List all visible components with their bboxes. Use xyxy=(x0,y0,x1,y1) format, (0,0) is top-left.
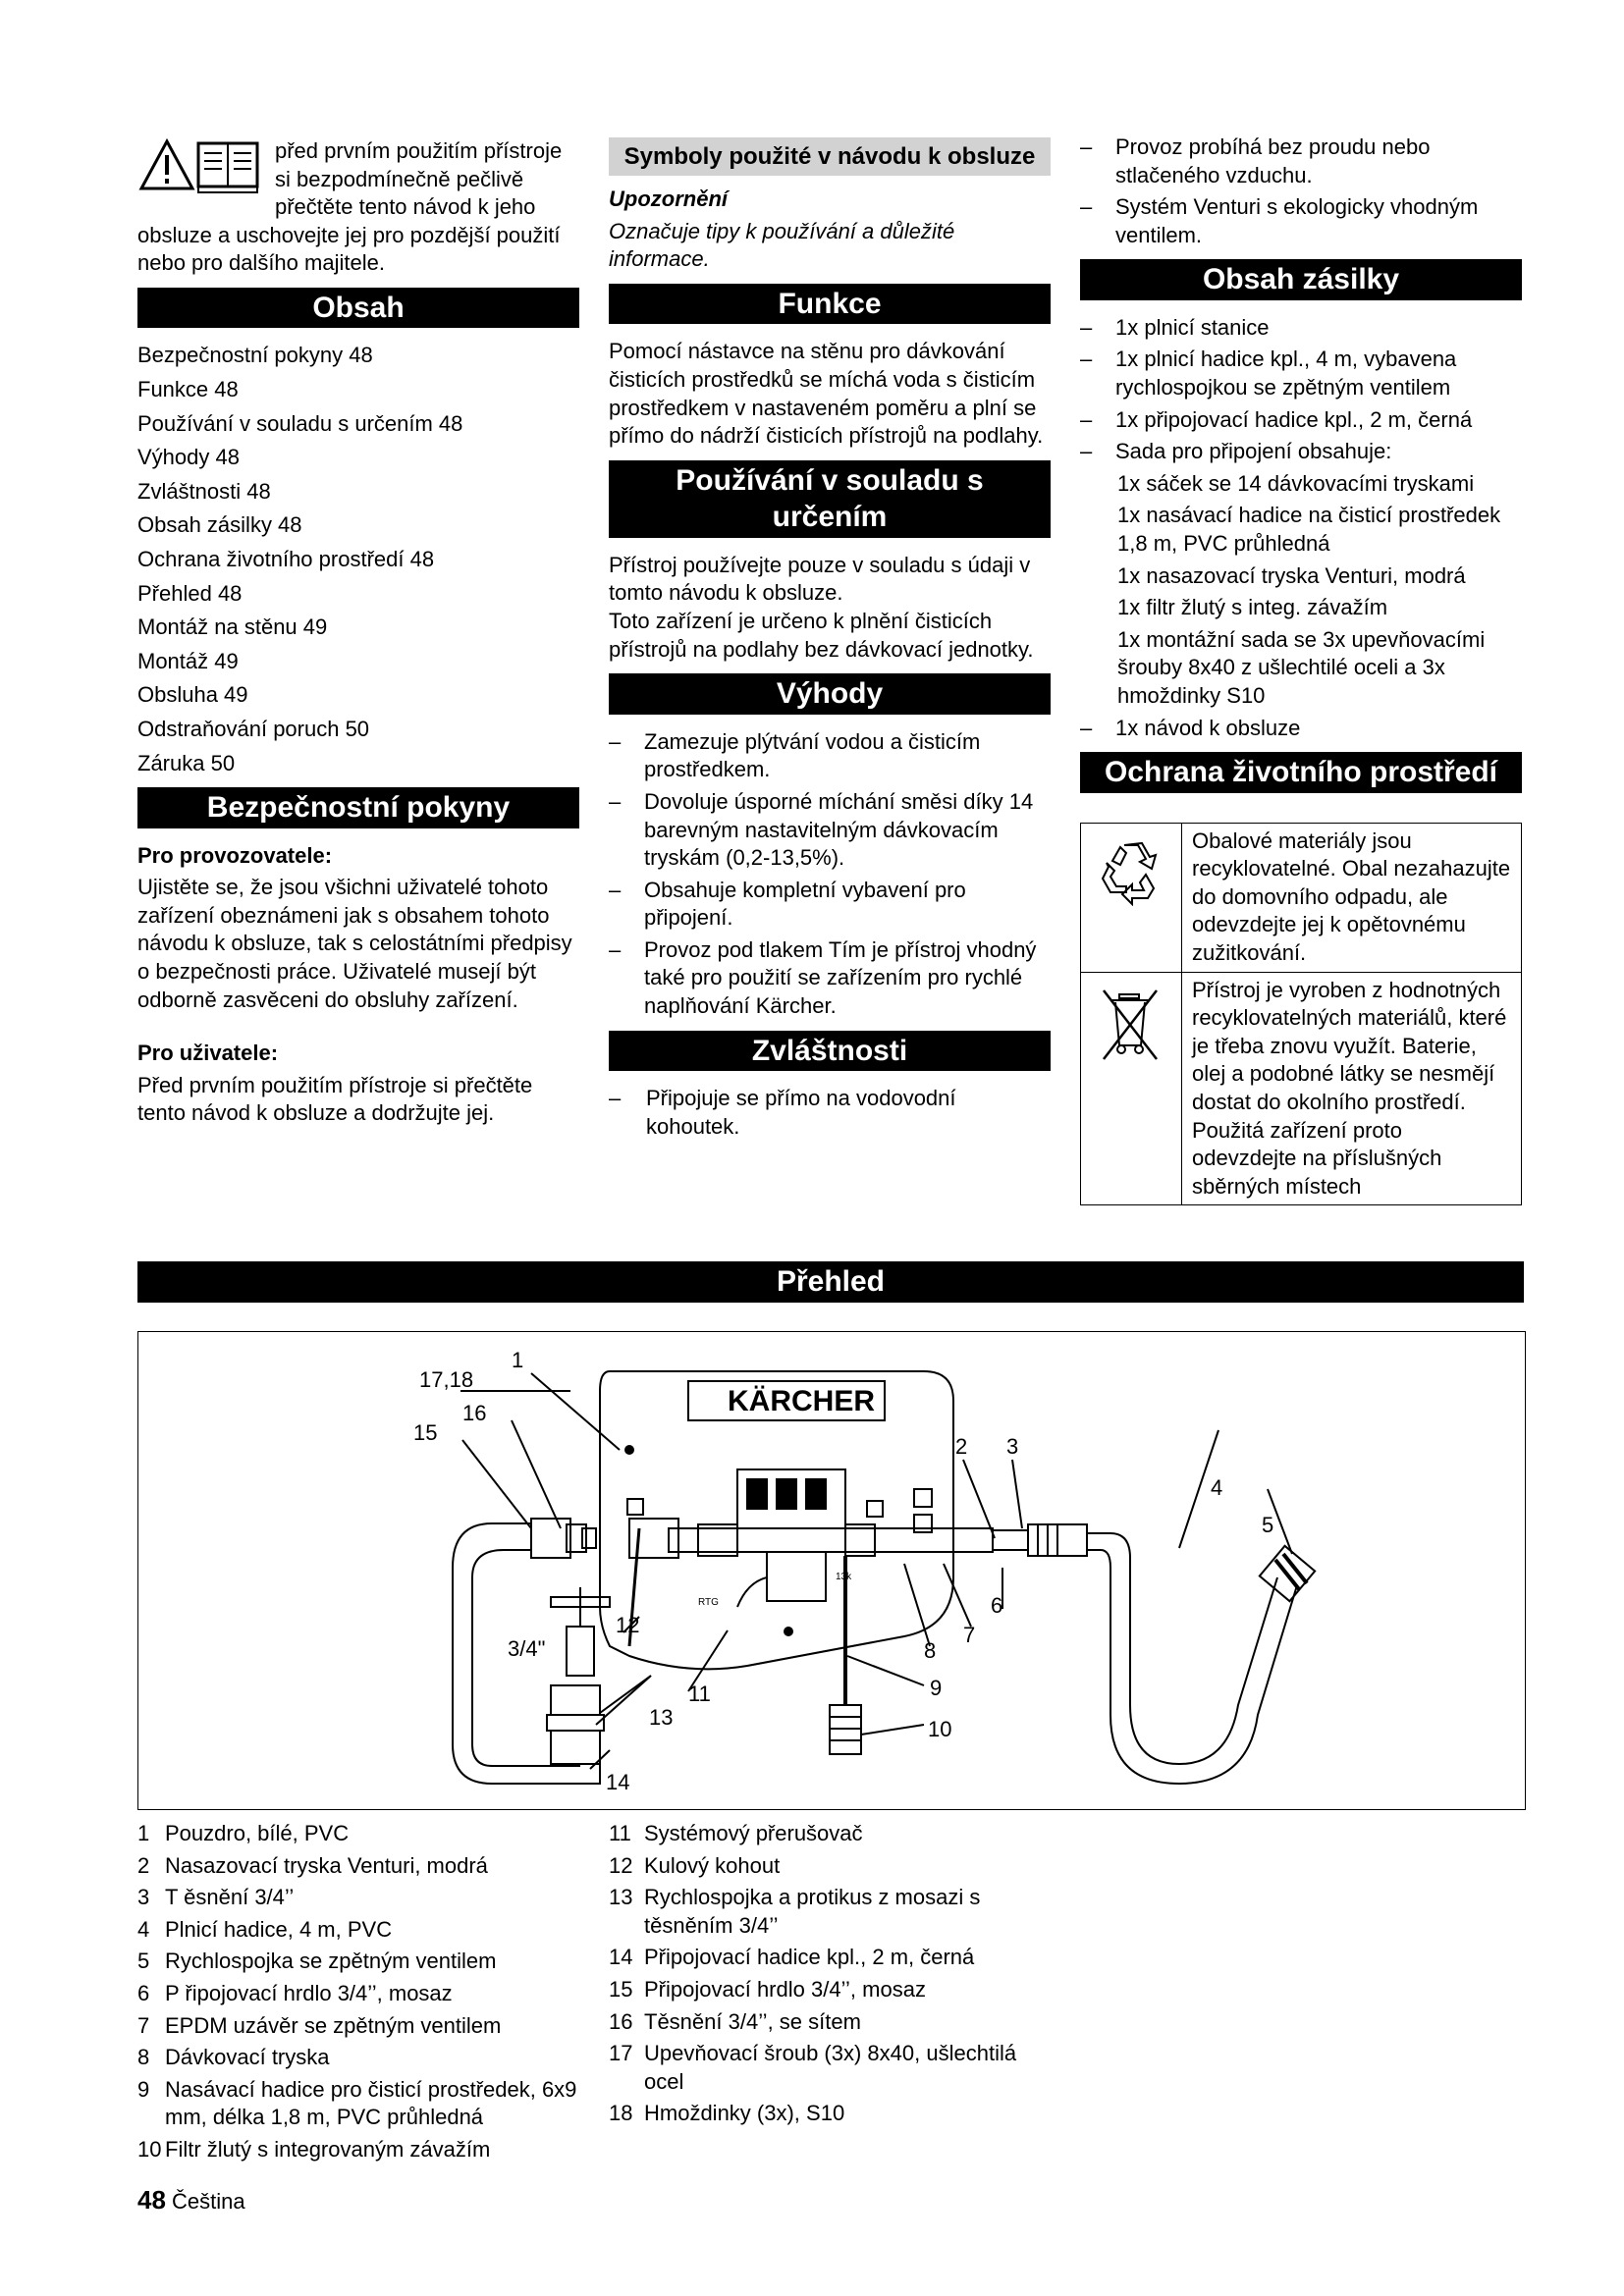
toc-item: Bezpečnostní pokyny 48 xyxy=(137,343,373,368)
advantages-list xyxy=(609,728,1051,1021)
legend-text: Těsnění 3/4’’, se sítem xyxy=(644,2008,861,2034)
legend-number: 10 xyxy=(137,2136,162,2162)
left-coupling xyxy=(531,1519,596,1558)
callout-12: 12 xyxy=(616,1613,640,1637)
toc-item: Používání v souladu s určením 48 xyxy=(137,410,463,436)
legend-text: Plnicí hadice, 4 m, PVC xyxy=(165,1916,393,1942)
warning-and-manual-icons xyxy=(137,137,267,196)
advantages-list-continued xyxy=(1080,133,1522,249)
advantage-item: – Provoz probíhá bez proudu nebo stlačeného vzduchu. xyxy=(1080,133,1522,189)
legend-item xyxy=(609,1852,1060,1881)
intro-warning xyxy=(137,137,579,278)
legend-text: Kulový kohout xyxy=(644,1852,781,1878)
callout-3: 3 xyxy=(1006,1434,1019,1459)
callout-9: 9 xyxy=(930,1676,943,1700)
legend-item xyxy=(609,1944,1060,1972)
intro-text-first: před prvním použitím přístroje si bezpodmínečně pečlivě xyxy=(275,138,563,191)
delivery-item: – 1x návod k obsluze xyxy=(1080,715,1522,743)
callout-5: 5 xyxy=(1262,1513,1274,1537)
dosing-label-a: 13k xyxy=(836,1572,852,1582)
legend-number: 2 xyxy=(137,1852,150,1878)
legend-number: 16 xyxy=(609,2008,633,2034)
legend-number: 5 xyxy=(137,1949,150,1974)
legend-text: Systémový přerušovač xyxy=(644,1821,863,1845)
legend-number: 1 xyxy=(137,1821,150,1845)
legend-item xyxy=(137,1852,589,1881)
legend-item xyxy=(137,2076,589,2132)
legend-item xyxy=(609,1884,1060,1940)
delivery-subitem: 1x nasazovací tryska Venturi, modrá xyxy=(1117,562,1466,588)
legend-text: Nasazovací tryska Venturi, modrá xyxy=(165,1852,488,1878)
legend-number: 15 xyxy=(609,1976,633,2002)
note-text: Označuje tipy k používání a důležité informace. xyxy=(609,218,955,272)
symbols-heading: Symboly použité v návodu k obsluze xyxy=(609,137,1051,176)
toc-item: Montáž na stěnu 49 xyxy=(137,614,328,640)
legend-number: 12 xyxy=(609,1852,633,1878)
callout-17-18: 17,18 xyxy=(419,1367,474,1392)
column-left xyxy=(137,137,579,1132)
toc-item: Odstraňování poruch 50 xyxy=(137,717,370,741)
legend-number: 7 xyxy=(137,2012,150,2038)
intended-use-text-2: Toto zařízení je určeno k plnění čisticích přístrojů na podlahy bez dávkovací jednotky. xyxy=(609,609,1034,662)
callout-8: 8 xyxy=(924,1638,937,1663)
page-footer xyxy=(137,2184,245,2217)
thread-label: 3/4" xyxy=(508,1636,546,1661)
legend-number: 13 xyxy=(609,1885,633,1910)
legend-number: 9 xyxy=(137,2076,150,2102)
legend-number: 18 xyxy=(609,2101,633,2126)
safety-heading: Bezpečnostní pokyny xyxy=(137,787,579,828)
toc-item: Ochrana životního prostředí 48 xyxy=(137,547,435,572)
column-right xyxy=(1080,133,1522,1205)
legend-text: Rychlospojka se zpětným ventilem xyxy=(165,1949,497,1974)
legend-item xyxy=(609,2040,1060,2096)
callout-15: 15 xyxy=(413,1420,438,1445)
dosing-label-b: RTG xyxy=(698,1597,719,1608)
environment-row xyxy=(1081,973,1521,1205)
legend-item xyxy=(137,2136,589,2164)
legend-text: T ěsnění 3/4’’ xyxy=(165,1885,295,1910)
operators-heading: Pro provozovatele: xyxy=(137,842,333,868)
toc-item: Výhody 48 xyxy=(137,445,240,470)
legend-item xyxy=(137,2012,589,2041)
delivery-subitem: 1x filtr žlutý s integ. závažím xyxy=(1117,595,1388,620)
page-language: Čeština xyxy=(172,2189,245,2214)
legend-item xyxy=(137,1884,589,1912)
environment-heading: Ochrana životního prostředí xyxy=(1080,752,1522,793)
legend-left xyxy=(137,1820,589,2168)
legend-number: 3 xyxy=(137,1885,150,1910)
toc-item: Funkce 48 xyxy=(137,377,239,402)
toc-item: Přehled 48 xyxy=(137,580,243,606)
advantage-item: – Systém Venturi s ekologicky vhodným ventilem. xyxy=(1080,193,1522,249)
operators-text: Ujistěte se, že jsou všichni uživatelé tohoto zařízení obeznámeni jak s obsahem tohoto návodu k obsluze, tak s celostátními předpisy o bezpečnosti práce. Uživatelé musejí být odborně zasvěceni do obsluhy zařízení. xyxy=(137,875,572,1012)
environment-row xyxy=(1081,824,1521,973)
legend-item xyxy=(609,2008,1060,2037)
manual-book-icon xyxy=(198,143,257,192)
overview-heading: Přehled xyxy=(137,1261,1524,1303)
intro-text-rest: přečtěte tento návod k jeho obsluze a uschovejte jej pro pozdější použití nebo pro dalšího majitele. xyxy=(137,194,561,276)
legend-text: Připojovací hadice kpl., 2 m, černá xyxy=(644,1945,975,1970)
legend-item xyxy=(137,2044,589,2072)
legend-text: Rychlospojka a protikus z mosazi s těsněním 3/4’’ xyxy=(644,1885,981,1938)
delivery-list xyxy=(1080,314,1522,742)
note-heading: Upozornění xyxy=(609,187,728,212)
legend-item xyxy=(137,1820,589,1848)
legend-text: Pouzdro, bílé, PVC xyxy=(165,1821,350,1845)
legend-text: Nasávací hadice pro čisticí prostředek, 6x9 mm, délka 1,8 m, PVC průhledná xyxy=(165,2076,577,2130)
legend-number: 14 xyxy=(609,1945,633,1970)
legend-item xyxy=(137,1980,589,2008)
legend-text: Upevňovací šroub (3x) 8x40, ušlechtilá ocel xyxy=(644,2041,1017,2094)
toc-list xyxy=(137,342,579,777)
toc-item: Montáž 49 xyxy=(137,648,239,673)
legend-text: Připojovací hrdlo 3/4’’, mosaz xyxy=(644,1976,926,2002)
legend-item xyxy=(609,1820,1060,1848)
legend-number: 6 xyxy=(137,1980,150,2005)
delivery-item: – 1x plnicí stanice xyxy=(1080,314,1522,343)
toc-item: Obsluha 49 xyxy=(137,682,248,708)
callout-10: 10 xyxy=(928,1717,952,1741)
column-middle xyxy=(609,137,1051,1145)
callout-4: 4 xyxy=(1211,1475,1223,1500)
legend-number: 17 xyxy=(609,2041,633,2066)
quick-coupling-5 xyxy=(1260,1546,1315,1601)
callout-2: 2 xyxy=(955,1434,968,1459)
legend-text: Hmoždinky (3x), S10 xyxy=(644,2101,845,2126)
crossed-bin-icon xyxy=(1081,973,1182,1205)
legend-item xyxy=(137,1916,589,1945)
callout-7: 7 xyxy=(963,1623,976,1647)
callout-16: 16 xyxy=(462,1401,487,1425)
legend-item xyxy=(137,1948,589,1976)
environment-text-1: Obalové materiály jsou recyklovatelné. Obal nezahazujte do domovního odpadu, ale odevzdejte jej k opětovnému zužitkování. xyxy=(1192,828,1511,966)
advantage-item: – Zamezuje plýtvání vodou a čisticím prostředkem. xyxy=(609,728,1051,784)
legend-item xyxy=(609,1976,1060,2004)
overview-diagram xyxy=(137,1331,1526,1810)
toc-item: Obsah zásilky 48 xyxy=(137,512,302,538)
special-item: – Připojuje se přímo na vodovodní kohoutek. xyxy=(609,1085,1051,1141)
function-text: Pomocí nástavce na stěnu pro dávkování čisticích prostředků se míchá voda s čisticím prostředkem v nastaveném poměru a plní se přímo do nádrží čisticích přístrojů na podlahy. xyxy=(609,339,1044,449)
dosing-block xyxy=(627,1469,993,1635)
page-number: 48 xyxy=(137,2185,166,2215)
toc-item: Záruka 50 xyxy=(137,750,236,775)
legend-right xyxy=(609,1820,1060,2132)
delivery-subitem: 1x nasávací hadice na čisticí prostředek 1,8 m, PVC průhledná xyxy=(1117,503,1501,557)
intended-use-heading: Používání v souladu s určením xyxy=(609,460,1051,538)
environment-table xyxy=(1080,823,1522,1206)
legend-item xyxy=(609,2100,1060,2128)
callout-1: 1 xyxy=(512,1348,524,1372)
delivery-heading: Obsah zásilky xyxy=(1080,259,1522,300)
environment-text-2: Přístroj je vyroben z hodnotných recyklovatelných materiálů, které je třeba znovu využít. Baterie, olej a podobné látky se nesmějí dostat do okolního prostředí. Použitá zařízení proto odevzdejte na příslušných sběrných místech xyxy=(1192,977,1507,1199)
legend-text: P řipojovací hrdlo 3/4’’, mosaz xyxy=(165,1980,453,2005)
advantage-item: – Provoz pod tlakem Tím je přístroj vhodný také pro použití se zařízením pro rychlé naplňování Kärcher. xyxy=(609,936,1051,1021)
callout-13: 13 xyxy=(649,1705,674,1730)
delivery-subitem: 1x montážní sada se 3x upevňovacími šrouby 8x40 z ušlechtilé oceli a 3x hmoždinky S10 xyxy=(1117,626,1486,708)
intended-use-text-1: Přístroj používejte pouze v souladu s údaji v tomto návodu k obsluze. xyxy=(609,552,1031,606)
legend-text: EPDM uzávěr se zpětným ventilem xyxy=(165,2012,502,2038)
legend-number: 11 xyxy=(609,1821,631,1845)
users-text: Před prvním použitím přístroje si přečtěte tento návod k obsluze a dodržujte jej. xyxy=(137,1072,533,1126)
warning-triangle-icon xyxy=(137,137,267,196)
advantages-heading: Výhody xyxy=(609,673,1051,715)
toc-item: Zvláštnosti 48 xyxy=(137,478,271,504)
toc-heading: Obsah xyxy=(137,288,579,329)
delivery-item: – Sada pro připojení obsahuje: xyxy=(1080,438,1522,466)
legend-text: Dávkovací tryska xyxy=(165,2045,330,2070)
legend-text: Filtr žlutý s integrovaným závažím xyxy=(165,2136,491,2162)
callout-11: 11 xyxy=(688,1682,711,1706)
advantage-item: – Dovoluje úsporné míchání směsi díky 14 barevným nastavitelným dávkovacím tryskám (0,2-13,5%). xyxy=(609,788,1051,873)
filling-station-housing xyxy=(600,1371,953,1669)
legend-number: 4 xyxy=(137,1916,150,1942)
legend-number: 8 xyxy=(137,2045,150,2070)
advantage-item: – Obsahuje kompletní vybavení pro připojení. xyxy=(609,877,1051,933)
delivery-item: – 1x připojovací hadice kpl., 2 m, černá xyxy=(1080,406,1522,435)
users-heading: Pro uživatele: xyxy=(137,1041,279,1066)
delivery-subitem: 1x sáček se 14 dávkovacími tryskami xyxy=(1117,470,1475,496)
callout-6: 6 xyxy=(991,1593,1003,1618)
delivery-item: – 1x plnicí hadice kpl., 4 m, vybavena rychlospojkou se zpětným ventilem xyxy=(1080,346,1522,401)
special-heading: Zvláštnosti xyxy=(609,1031,1051,1072)
brand-logo: KÄRCHER xyxy=(728,1385,875,1417)
recycle-icon xyxy=(1081,824,1182,972)
special-list xyxy=(609,1085,1051,1141)
function-heading: Funkce xyxy=(609,284,1051,325)
callout-14: 14 xyxy=(606,1770,630,1794)
right-coupling xyxy=(993,1524,1087,1556)
